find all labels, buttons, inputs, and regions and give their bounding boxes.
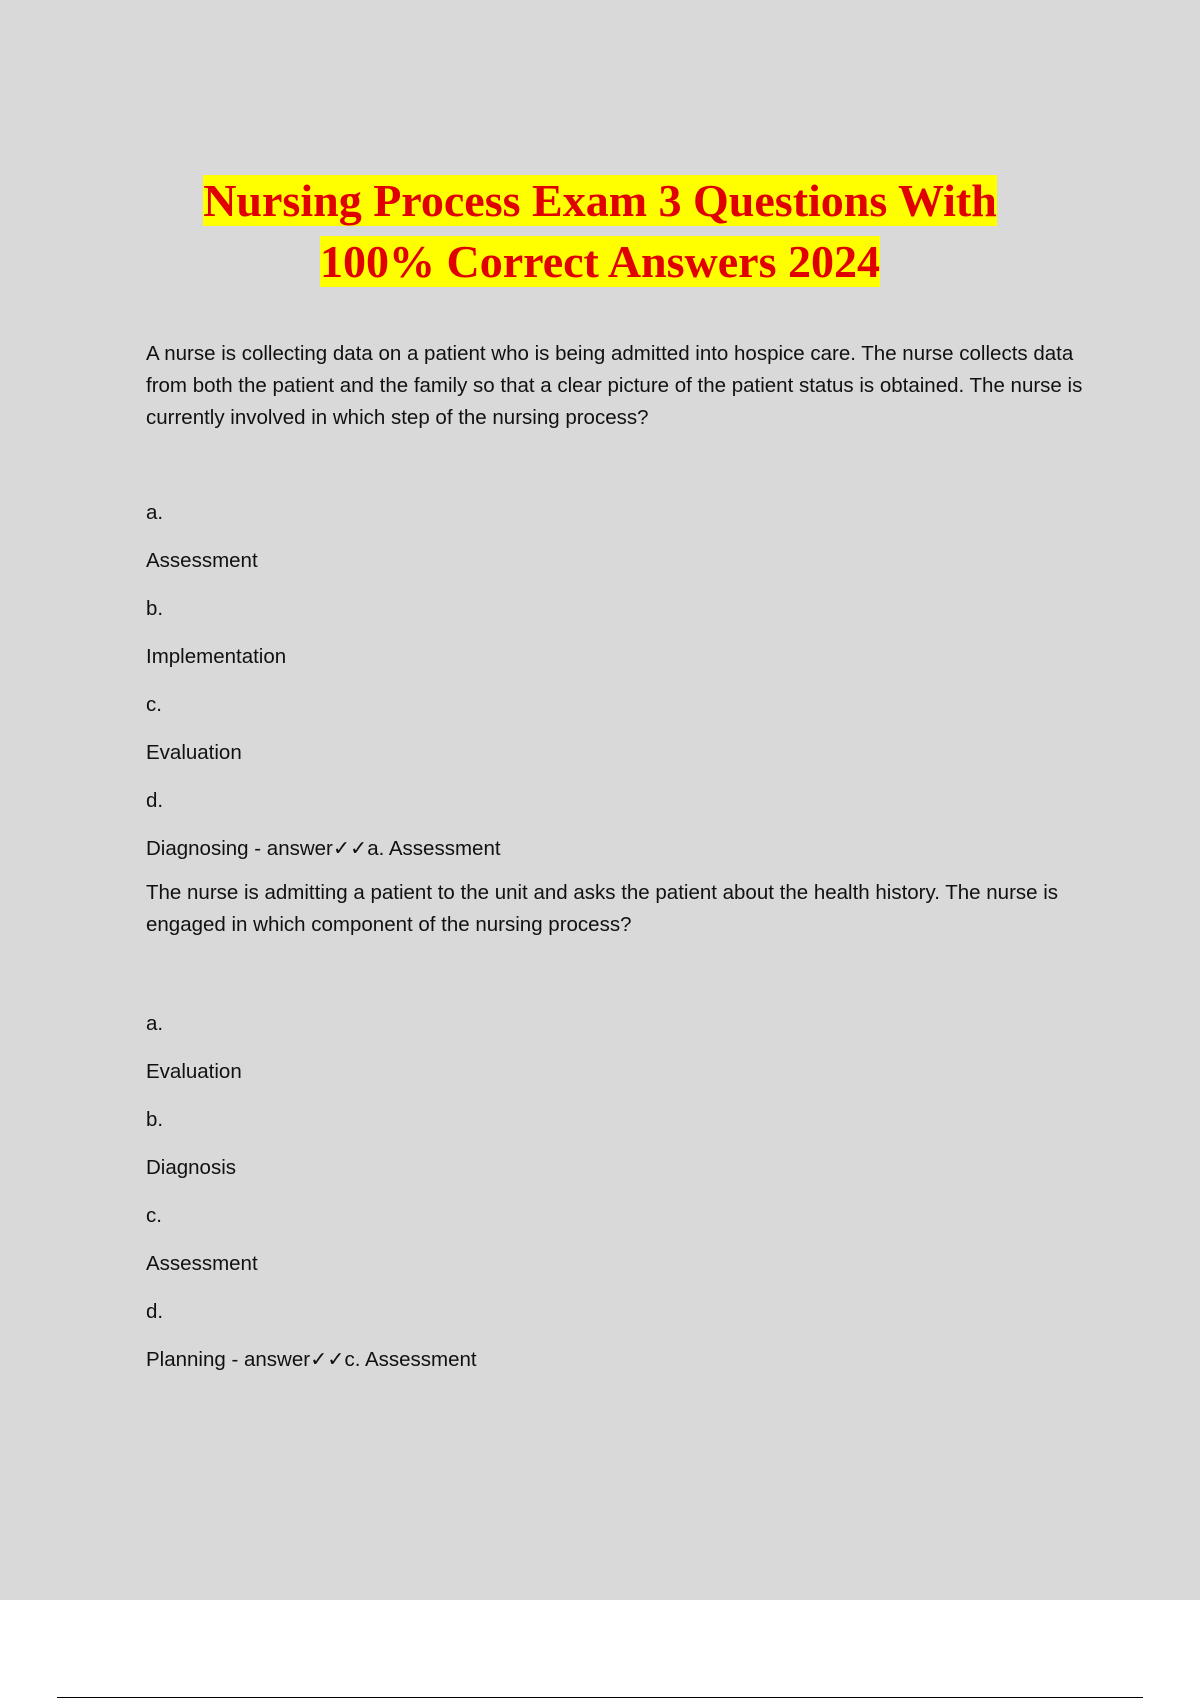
question-1-option-a-text: Assessment [146,549,258,572]
question-2-option-b-letter: b. [146,1108,164,1131]
question-2-option-a-letter: a. [146,1012,164,1035]
document-title [0,170,1200,292]
question-1-answer-line: Diagnosing - answer✓✓a. Assessment [146,837,501,860]
question-2-text: The nurse is admitting a patient to the unit and asks the patient about the health history. The nurse is engaged in which component of the nursing process? [146,881,1059,936]
question-2-answer-line: Planning - answer✓✓c. Assessment [146,1348,477,1371]
question-2-option-c-text: Assessment [146,1252,258,1275]
question-2-option-a-text: Evaluation [146,1060,242,1083]
question-1-option-c-text: Evaluation [146,741,242,764]
question-2-option-d-letter: d. [146,1300,164,1323]
title-line-2: 100% Correct Answers 2024 [320,236,880,287]
question-2-option-b-text: Diagnosis [146,1156,237,1179]
question-1-option-c-letter: c. [146,693,162,716]
question-1-option-a-letter: a. [146,501,164,524]
document-content [146,338,1086,1384]
question-1-options [146,489,1086,873]
question-1-option-d-letter: d. [146,789,164,812]
question-2-option-c-letter: c. [146,1204,162,1227]
bottom-divider [57,1697,1143,1698]
question-1-option-b-text: Implementation [146,645,287,668]
question-1-text: A nurse is collecting data on a patient who is being admitted into hospice care. The nurse collects data from both the patient and the family so that a clear picture of the patient status is obtained. The nurse is currently involved in which step of the nursing process? [146,342,1083,429]
question-2-options [146,1000,1086,1384]
title-line-1: Nursing Process Exam 3 Questions With [203,175,997,226]
question-1-option-b-letter: b. [146,597,164,620]
